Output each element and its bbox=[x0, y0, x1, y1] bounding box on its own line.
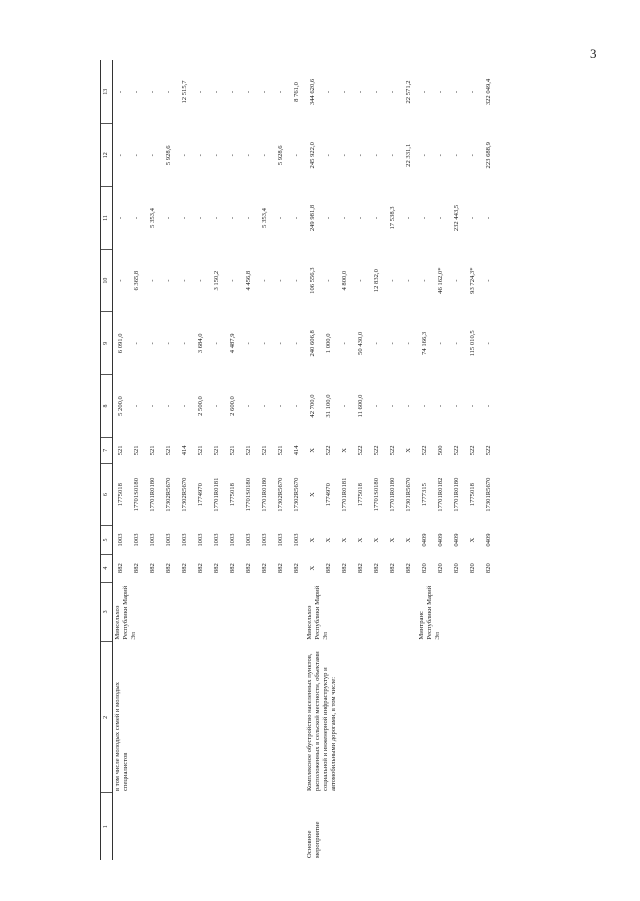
value-cell: - bbox=[181, 404, 189, 408]
value-cell: - bbox=[485, 216, 493, 220]
value-cell: - bbox=[293, 404, 301, 408]
description-cell bbox=[417, 642, 497, 793]
value-cell: - bbox=[357, 90, 365, 94]
table-row bbox=[417, 60, 433, 860]
value-cell: 3 150,2 bbox=[213, 270, 221, 291]
value-cell: - bbox=[149, 404, 157, 408]
value-cell: - bbox=[213, 342, 221, 345]
value-cell: 17302R5670 bbox=[181, 477, 189, 512]
value-cell: 820 bbox=[421, 563, 429, 574]
value-cell: - bbox=[181, 279, 189, 282]
value-cell: 1003 bbox=[181, 533, 189, 547]
value-cell: - bbox=[373, 90, 381, 94]
value-cell: - bbox=[165, 342, 173, 345]
column-number-cell: 2 bbox=[101, 642, 113, 793]
value-cell: 17701R0181 bbox=[341, 477, 349, 512]
value-cell: - bbox=[373, 154, 381, 157]
value-cell: 6 365,8 bbox=[133, 270, 141, 291]
value-cell: - bbox=[261, 90, 269, 94]
value-cell: 0409 bbox=[421, 533, 429, 547]
value-cell: - bbox=[213, 154, 221, 157]
value-cell: - bbox=[293, 216, 301, 220]
value-cell: 42 700,0 bbox=[309, 394, 317, 418]
value-cell: 500 bbox=[437, 445, 445, 456]
value-cell: 522 bbox=[453, 445, 461, 456]
value-cell: - bbox=[165, 216, 173, 220]
column-number-cell: 8 bbox=[101, 375, 113, 438]
value-cell: 17701R0181 bbox=[213, 477, 221, 512]
value-cell: - bbox=[437, 90, 445, 94]
value-cell: 17302R5670 bbox=[293, 477, 301, 512]
column-number-cell: 10 bbox=[101, 249, 113, 312]
value-cell: - bbox=[421, 404, 429, 408]
value-cell: 882 bbox=[181, 563, 189, 574]
value-cell: 882 bbox=[341, 563, 349, 574]
value-cell: - bbox=[357, 279, 365, 282]
value-cell: 93 724,3* bbox=[469, 267, 477, 294]
value-cell: 17 538,3 bbox=[389, 206, 397, 230]
value-cell: - bbox=[325, 279, 333, 282]
value-cell: 4 487,9 bbox=[229, 333, 237, 354]
value-cell: 249 981,8 bbox=[309, 204, 317, 232]
value-cell: - bbox=[165, 404, 173, 408]
value-cell: 1774970 bbox=[197, 483, 205, 507]
value-cell: 882 bbox=[133, 563, 141, 574]
value-cell: - bbox=[485, 279, 493, 282]
value-cell: - bbox=[373, 342, 381, 345]
value-cell: - bbox=[325, 154, 333, 157]
value-cell: X bbox=[341, 537, 349, 543]
value-cell: - bbox=[341, 90, 349, 94]
value-cell: 522 bbox=[469, 445, 477, 456]
value-cell: - bbox=[213, 404, 221, 408]
value-cell: - bbox=[117, 216, 125, 220]
column-number-cell: 6 bbox=[101, 463, 113, 526]
value-cell: X bbox=[405, 447, 413, 453]
value-cell: 22 571,2 bbox=[405, 80, 413, 104]
value-cell: - bbox=[357, 154, 365, 157]
value-cell: - bbox=[277, 216, 285, 220]
value-cell: 882 bbox=[197, 563, 205, 574]
value-cell: - bbox=[149, 154, 157, 157]
value-cell: 882 bbox=[165, 563, 173, 574]
value-cell: - bbox=[165, 90, 173, 94]
value-cell: 1775018 bbox=[469, 483, 477, 507]
value-cell: - bbox=[469, 216, 477, 220]
value-cell: 1 000,0 bbox=[325, 333, 333, 354]
value-cell: 1775018 bbox=[229, 483, 237, 507]
value-cell: 17701R0180 bbox=[149, 477, 157, 512]
value-cell: 223 688,9 bbox=[485, 142, 493, 169]
value-cell: 522 bbox=[389, 445, 397, 456]
value-cell: 2 600,0 bbox=[229, 396, 237, 416]
value-cell: - bbox=[181, 216, 189, 220]
value-cell: 240 606,8 bbox=[309, 330, 317, 357]
description-cell: в том числе молодых семей и молодых специалистов bbox=[114, 682, 129, 791]
value-cell: 4 456,8 bbox=[245, 270, 253, 291]
value-cell: - bbox=[341, 154, 349, 157]
value-cell: X bbox=[357, 537, 365, 543]
value-cell: - bbox=[277, 279, 285, 282]
value-cell: 1774970 bbox=[325, 483, 333, 507]
value-cell: - bbox=[197, 90, 205, 94]
value-cell: 414 bbox=[181, 445, 189, 456]
value-cell: - bbox=[181, 154, 189, 157]
value-cell: X bbox=[373, 537, 381, 543]
value-cell: - bbox=[277, 90, 285, 94]
value-cell: - bbox=[357, 216, 365, 220]
value-cell: - bbox=[245, 342, 253, 345]
value-cell: 820 bbox=[485, 563, 493, 574]
value-cell: 1003 bbox=[117, 533, 125, 547]
value-cell: - bbox=[261, 279, 269, 282]
value-cell: 820 bbox=[437, 563, 445, 574]
value-cell: 17701R0182 bbox=[437, 477, 445, 512]
value-cell: - bbox=[117, 154, 125, 157]
value-cell: - bbox=[389, 279, 397, 282]
value-cell: - bbox=[469, 90, 477, 94]
value-cell: - bbox=[133, 216, 141, 220]
table-row bbox=[113, 60, 130, 860]
value-cell: - bbox=[405, 404, 413, 408]
value-cell: X bbox=[389, 537, 397, 543]
value-cell: 820 bbox=[469, 563, 477, 574]
value-cell: 1003 bbox=[149, 533, 157, 547]
column-number-cell: 9 bbox=[101, 312, 113, 375]
value-cell: - bbox=[213, 90, 221, 94]
value-cell: - bbox=[405, 279, 413, 282]
value-cell: - bbox=[453, 90, 461, 94]
value-cell: - bbox=[469, 404, 477, 408]
value-cell: - bbox=[245, 216, 253, 220]
value-cell: 0409 bbox=[453, 533, 461, 547]
column-number-cell: 13 bbox=[101, 60, 113, 124]
column-number-cell: 5 bbox=[101, 526, 113, 554]
executor-cell: Минсельхоз Республики Марий Эл bbox=[306, 585, 329, 640]
value-cell: 17701R0180 bbox=[453, 477, 461, 512]
value-cell: X bbox=[309, 537, 317, 543]
value-cell: - bbox=[261, 404, 269, 408]
value-cell: 12 515,7 bbox=[181, 80, 189, 104]
value-cell: 882 bbox=[229, 563, 237, 574]
value-cell: 5 353,4 bbox=[261, 208, 269, 228]
value-cell: - bbox=[421, 279, 429, 282]
value-cell: 5 928,6 bbox=[165, 145, 173, 166]
value-cell: X bbox=[309, 447, 317, 453]
value-cell: - bbox=[149, 90, 157, 94]
value-cell: - bbox=[389, 404, 397, 408]
value-cell: 882 bbox=[357, 563, 365, 574]
value-cell: - bbox=[293, 154, 301, 157]
value-cell: 74 166,3 bbox=[421, 331, 429, 355]
value-cell: 31 100,0 bbox=[325, 394, 333, 418]
value-cell: - bbox=[245, 154, 253, 157]
value-cell: - bbox=[389, 154, 397, 157]
value-cell: - bbox=[229, 90, 237, 94]
value-cell: - bbox=[133, 90, 141, 94]
column-number-cell: 7 bbox=[101, 437, 113, 463]
value-cell: 106 556,3 bbox=[309, 267, 317, 294]
value-cell: 1003 bbox=[261, 533, 269, 547]
value-cell: - bbox=[469, 154, 477, 157]
value-cell: 1003 bbox=[293, 533, 301, 547]
value-cell: - bbox=[229, 216, 237, 220]
value-cell: - bbox=[453, 342, 461, 345]
value-cell: - bbox=[341, 404, 349, 408]
value-cell: - bbox=[325, 216, 333, 220]
value-cell: - bbox=[453, 154, 461, 157]
value-cell: 17302R5670 bbox=[165, 477, 173, 512]
value-cell: 521 bbox=[245, 445, 253, 456]
value-cell: X bbox=[469, 537, 477, 543]
value-cell: 245 922,0 bbox=[309, 142, 317, 169]
value-cell: 882 bbox=[293, 563, 301, 574]
value-cell: 882 bbox=[389, 563, 397, 574]
column-number-cell: 4 bbox=[101, 554, 113, 582]
value-cell: 820 bbox=[453, 563, 461, 574]
value-cell: - bbox=[245, 404, 253, 408]
page-number: 3 bbox=[590, 46, 597, 61]
value-cell: 322 049,4 bbox=[485, 78, 493, 106]
value-cell: - bbox=[197, 279, 205, 282]
value-cell: - bbox=[277, 404, 285, 408]
budget-table bbox=[100, 60, 497, 860]
column-number-cell: 12 bbox=[101, 124, 113, 187]
table-row bbox=[305, 60, 321, 860]
value-cell: 22 331,1 bbox=[405, 143, 413, 167]
section-type-cell bbox=[417, 793, 497, 860]
value-cell: 882 bbox=[149, 563, 157, 574]
value-cell: 1003 bbox=[197, 533, 205, 547]
value-cell: 17301R5670 bbox=[405, 477, 413, 512]
value-cell: 46 162,0* bbox=[437, 267, 445, 294]
value-cell: 521 bbox=[261, 445, 269, 456]
value-cell: 2 500,0 bbox=[197, 396, 205, 416]
value-cell: - bbox=[293, 279, 301, 282]
description-cell: Комплексное обустройство населенных пунктов, расположенных в сельской местности, объектами социальной и инженерной инфраструктур и автомобильными дорогами, в том числе: bbox=[306, 651, 337, 791]
value-cell: - bbox=[245, 90, 253, 94]
value-cell: 882 bbox=[245, 563, 253, 574]
value-cell: - bbox=[389, 342, 397, 345]
value-cell: 6 091,0 bbox=[117, 333, 125, 354]
value-cell: - bbox=[421, 216, 429, 220]
value-cell: - bbox=[437, 404, 445, 408]
value-cell: 1003 bbox=[133, 533, 141, 547]
value-cell: - bbox=[133, 154, 141, 157]
value-cell: 17701R0180 bbox=[389, 477, 397, 512]
value-cell: - bbox=[293, 342, 301, 345]
value-cell: - bbox=[117, 90, 125, 94]
value-cell: 1003 bbox=[277, 533, 285, 547]
value-cell: 882 bbox=[405, 563, 413, 574]
value-cell: - bbox=[405, 216, 413, 220]
value-cell: 5 353,4 bbox=[149, 208, 157, 228]
value-cell: 521 bbox=[197, 445, 205, 456]
value-cell: 882 bbox=[277, 563, 285, 574]
value-cell: 17701S0180 bbox=[373, 477, 381, 512]
value-cell: 5 928,6 bbox=[277, 145, 285, 166]
value-cell: X bbox=[309, 492, 317, 498]
column-number-cell: 11 bbox=[101, 187, 113, 250]
value-cell: - bbox=[373, 216, 381, 220]
value-cell: - bbox=[149, 279, 157, 282]
value-cell: 344 620,6 bbox=[309, 78, 317, 106]
value-cell: - bbox=[229, 154, 237, 157]
value-cell: - bbox=[405, 342, 413, 345]
value-cell: 521 bbox=[133, 445, 141, 456]
value-cell: 1775018 bbox=[117, 483, 125, 507]
column-number-row bbox=[101, 60, 113, 860]
value-cell: 0409 bbox=[437, 533, 445, 547]
value-cell: 1003 bbox=[213, 533, 221, 547]
value-cell: - bbox=[373, 404, 381, 408]
value-cell: 1003 bbox=[229, 533, 237, 547]
value-cell: 4 800,0 bbox=[341, 270, 349, 291]
value-cell: - bbox=[341, 216, 349, 220]
value-cell: - bbox=[197, 154, 205, 157]
value-cell: - bbox=[485, 404, 493, 408]
value-cell: 882 bbox=[373, 563, 381, 574]
value-cell: 1003 bbox=[165, 533, 173, 547]
value-cell: 8 761,0 bbox=[293, 82, 301, 102]
value-cell: - bbox=[485, 342, 493, 345]
value-cell: - bbox=[453, 279, 461, 282]
value-cell: - bbox=[117, 279, 125, 282]
value-cell: - bbox=[437, 342, 445, 345]
value-cell: 232 443,5 bbox=[453, 204, 461, 232]
value-cell: X bbox=[325, 537, 333, 543]
value-cell: - bbox=[325, 90, 333, 94]
column-number-cell: 3 bbox=[101, 582, 113, 641]
value-cell: 11 600,0 bbox=[357, 394, 365, 418]
value-cell: 522 bbox=[325, 445, 333, 456]
value-cell: 50 430,0 bbox=[357, 331, 365, 355]
value-cell: X bbox=[309, 565, 317, 571]
executor-cell: Минтранс Республики Марий Эл bbox=[418, 585, 441, 640]
value-cell: 17302R5670 bbox=[277, 477, 285, 512]
value-cell: 882 bbox=[261, 563, 269, 574]
value-cell: 521 bbox=[117, 445, 125, 456]
value-cell: 882 bbox=[325, 563, 333, 574]
value-cell: - bbox=[437, 154, 445, 157]
value-cell: 1003 bbox=[245, 533, 253, 547]
value-cell: 1777315 bbox=[421, 483, 429, 507]
section-type-cell: Основное мероприятие bbox=[306, 821, 321, 858]
value-cell: - bbox=[181, 342, 189, 345]
value-cell: 521 bbox=[229, 445, 237, 456]
value-cell: 414 bbox=[293, 445, 301, 456]
section-type-cell bbox=[113, 793, 306, 860]
value-cell: 882 bbox=[117, 563, 125, 574]
value-cell: 522 bbox=[485, 445, 493, 456]
value-cell: 17701S0180 bbox=[133, 477, 141, 512]
value-cell: - bbox=[389, 90, 397, 94]
value-cell: - bbox=[229, 279, 237, 282]
value-cell: - bbox=[165, 279, 173, 282]
value-cell: - bbox=[133, 404, 141, 408]
value-cell: 521 bbox=[213, 445, 221, 456]
value-cell: - bbox=[213, 216, 221, 220]
value-cell: - bbox=[437, 216, 445, 220]
value-cell: - bbox=[421, 154, 429, 157]
value-cell: 115 010,5 bbox=[469, 330, 477, 357]
value-cell: 17701S0180 bbox=[245, 477, 253, 512]
value-cell: 5 200,0 bbox=[117, 396, 125, 416]
value-cell: - bbox=[133, 342, 141, 345]
rotated-table-container bbox=[100, 60, 580, 860]
value-cell: - bbox=[149, 342, 157, 345]
value-cell: 0409 bbox=[485, 533, 493, 547]
value-cell: 3 684,0 bbox=[197, 333, 205, 354]
value-cell: 17301R5670 bbox=[485, 477, 493, 512]
value-cell: 522 bbox=[357, 445, 365, 456]
column-number-cell: 1 bbox=[101, 793, 113, 860]
value-cell: - bbox=[453, 404, 461, 408]
value-cell: 1775018 bbox=[357, 483, 365, 507]
value-cell: 521 bbox=[165, 445, 173, 456]
value-cell: - bbox=[341, 342, 349, 345]
value-cell: - bbox=[197, 216, 205, 220]
value-cell: 12 832,0 bbox=[373, 269, 381, 293]
value-cell: 17701R0180 bbox=[261, 477, 269, 512]
value-cell: 521 bbox=[277, 445, 285, 456]
value-cell: X bbox=[341, 447, 349, 453]
executor-cell: Минсельхоз Республики Марий Эл bbox=[114, 585, 137, 640]
value-cell: - bbox=[261, 342, 269, 345]
value-cell: - bbox=[421, 90, 429, 94]
value-cell: - bbox=[277, 342, 285, 345]
value-cell: 522 bbox=[373, 445, 381, 456]
value-cell: 522 bbox=[421, 445, 429, 456]
value-cell: 882 bbox=[213, 563, 221, 574]
table-body bbox=[101, 60, 498, 860]
value-cell: - bbox=[261, 154, 269, 157]
value-cell: 521 bbox=[149, 445, 157, 456]
value-cell: X bbox=[405, 537, 413, 543]
